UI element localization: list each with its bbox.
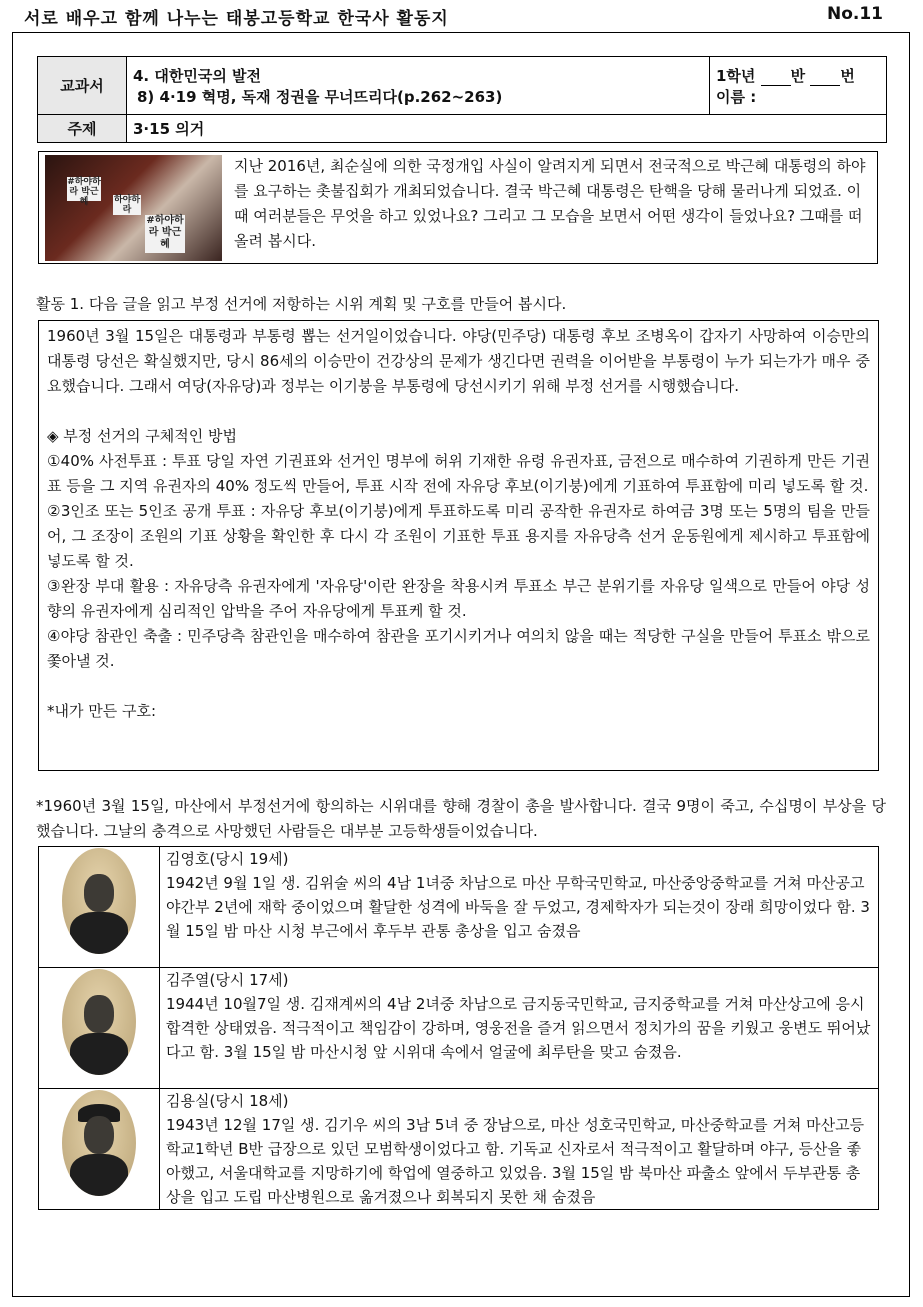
portrait-cell [39,847,160,968]
portrait-cell [39,1089,160,1210]
portrait-cell [39,968,160,1089]
victim-portrait [62,848,136,954]
unit-line-1: 4. 대한민국의 발전 [133,66,262,85]
victim-name: 김주열(당시 17세) [166,971,289,989]
topic-value: 3·15 의거 [127,115,887,143]
class-blank[interactable] [761,71,791,86]
method-item: ④야당 참관인 축출 : 민주당측 참관인을 매수하여 참관을 포기시키거나 여의치 않을 때는 적당한 구실을 만들어 투표소 밖으로 쫓아낼 것. [47,627,870,670]
topic-label: 주제 [38,115,127,143]
candlelight-protest-photo [45,155,222,261]
victim-info [160,968,879,1089]
class-label: 반 [790,66,806,85]
victim-portrait [62,1090,136,1196]
activity-title: 활동 1. 다음 글을 읽고 부정 선거에 저항하는 시위 계획 및 구호를 만들어 봅시다. [36,295,567,313]
incident-note: *1960년 3월 15일, 마산에서 부정선거에 항의하는 시위대를 향해 경찰이 총을 발사합니다. 결국 9명이 죽고, 수십명이 부상을 당했습니다. 그날의 충격으로 사망했던 사람들은 대부분 고등학생들이었습니다. [36,797,886,840]
protest-sign: 하야하라 [113,195,141,215]
protest-sign: #하야하라 박근혜 [145,215,185,253]
worksheet-number: No.11 [826,4,883,24]
unit-cell [127,57,710,115]
victim-info [160,847,879,968]
worksheet-title: 서로 배우고 함께 나누는 태봉고등학교 한국사 활동지 [24,9,449,29]
unit-line-2: 8) 4·19 혁명, 독재 정권을 무너뜨리다(p.262~263) [137,87,503,106]
page-header [0,0,923,32]
activity-paragraph: 1960년 3월 15일은 대통령과 부통령 뽑는 선거일이었습니다. 야당(민주당) 대통령 후보 조병옥이 갑자기 사망하여 이승만의 대통령 당선은 확실했지만, 당시 86세의 이승만이 건강상의 문제가 생긴다면 권력을 이어받을 부통령이 누가 되는가가 매우 중요했습니다. 그래서 여당(자유당)과 정부는 이기붕을 부통령에 당선시키기 위해 부정 선거를 시행했습니다. [47,327,870,395]
grade-label: 1학년 [716,66,756,85]
textbook-label: 교과서 [38,57,127,115]
number-blank[interactable] [810,71,840,86]
info-table [37,56,887,143]
victim-name: 김영호(당시 19세) [166,850,289,868]
protest-sign: #하야하라 박근혜 [67,177,101,207]
victim-row [39,968,879,1089]
victim-bio: 1944년 10월7일 생. 김재계씨의 4남 2녀중 차남으로 금지동국민학교, 금지중학교를 거쳐 마산상고에 응시 합격한 상태였음. 적극적이고 책임감이 강하며, 영웅전을 즐겨 읽으면서 정치가의 꿈을 키웠고 웅변도 뛰어났다고 함. 3월 15일 밤 마산시청 앞 시위대 속에서 얼굴에 최루탄을 맞고 숨졌음. [166,995,871,1061]
activity-box [38,320,879,771]
student-info-cell [710,57,887,115]
method-item: ①40% 사전투표 : 투표 당일 자연 기권표와 선거인 명부에 허위 기재한 유령 유권자표, 금전으로 매수하여 기권하게 만든 기권표 등을 그 지역 유권자의 40% 정도씩 만들어, 투표 시작 전에 자유당 후보(이기붕)에게 기표하여 투표함에 미리 넣도록 할 것. [47,452,870,495]
name-label: 이름 : [716,87,757,106]
victim-portrait [62,969,136,1075]
intro-box [38,151,878,264]
victim-info [160,1089,879,1210]
victim-row [39,1089,879,1210]
method-item: ②3인조 또는 5인조 공개 투표 : 자유당 후보(이기붕)에게 투표하도록 미리 공작한 유권자로 하여금 3명 또는 5명의 팀을 만들어, 그 조장이 조원의 기표 상황을 확인한 후 다시 각 조원이 기표한 투표 용지를 자유당측 선거 운동원에게 제시하고 투표함에 넣도록 할 것. [47,502,870,570]
victim-bio: 1943년 12월 17일 생. 김기우 씨의 3남 5녀 중 장남으로, 마산 성호국민학교, 마산중학교를 거쳐 마산고등학교1학년 B반 급장으로 있던 모범학생이었다고 함. 기독교 신자로서 적극적이고 활달하며 야구, 등산을 좋아했고, 서울대학교를 지망하기에 학업에 열중하고 있었음. 3월 15일 밤 북마산 파출소 앞에서 두부관통 총상을 입고 도립 마산병원으로 옮겨졌으나 회복되지 못한 채 숨졌음 [166,1116,865,1206]
victim-row [39,847,879,968]
method-item: ③완장 부대 활용 : 자유당측 유권자에게 '자유당'이란 완장을 착용시켜 투표소 부근 분위기를 자유당 일색으로 만들어 야당 성향의 유권자에게 심리적인 압박을 주어 자유당에게 투표케 할 것. [47,577,870,620]
victim-name: 김용실(당시 18세) [166,1092,289,1110]
victim-bio: 1942년 9월 1일 생. 김위술 씨의 4남 1녀중 차남으로 마산 무학국민학교, 마산중앙중학교를 거쳐 마산공고 야간부 2년에 재학 중이었으며 활달한 성격에 바둑을 잘 두었고, 경제학자가 되는것이 장래 희망이었다 함. 3월 15일 밤 마산 시청 부근에서 후두부 관통 총상을 입고 숨졌음 [166,874,870,940]
number-label: 번 [840,66,855,85]
methods-heading: ◈ 부정 선거의 구체적인 방법 [47,427,237,445]
victims-table [38,846,879,1210]
intro-text: 지난 2016년, 최순실에 의한 국정개입 사실이 알려지게 되면서 전국적으로 박근혜 대통령의 하야를 요구하는 촛불집회가 개최되었습니다. 결국 박근혜 대통령은 탄핵을 당해 물러나게 되었죠. 이 때 여러분들은 무엇을 하고 있었나요? 그리고 그 모습을 보면서 어떤 생각이 들었나요? 그때를 떠올려 봅시다. [234,157,866,250]
slogan-prompt[interactable]: *내가 만든 구호: [47,702,157,720]
